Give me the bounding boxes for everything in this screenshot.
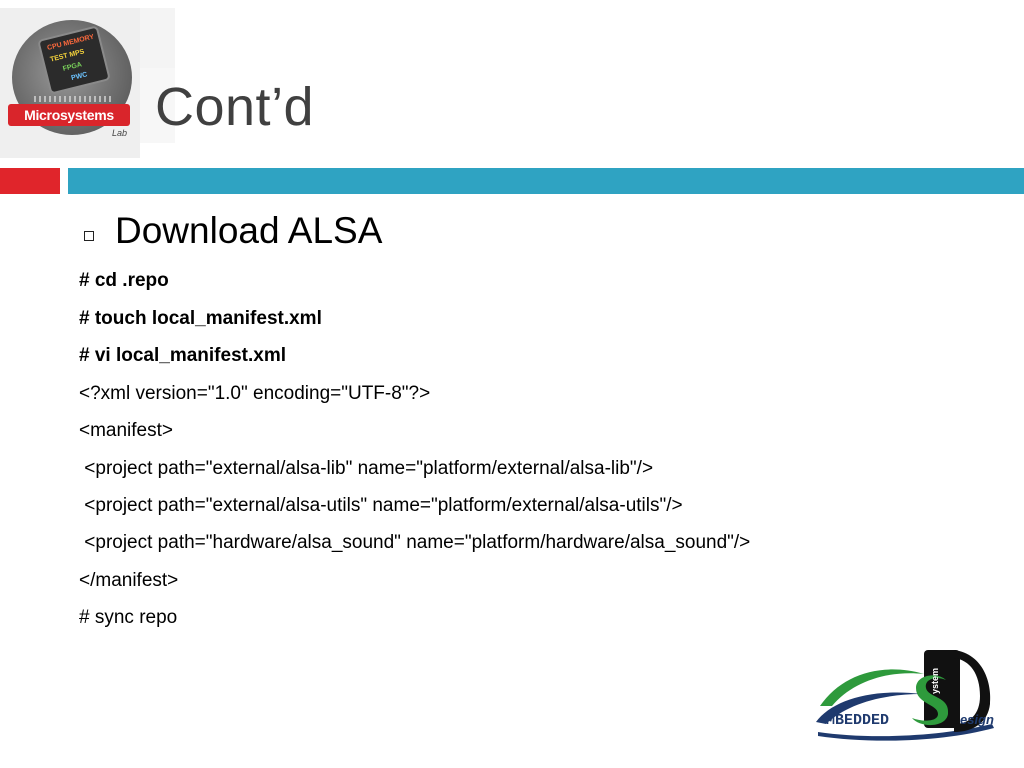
- logo-system-text: ystem: [930, 667, 940, 694]
- chip-label: FPGA: [62, 61, 83, 73]
- xml-line: <project path="external/alsa-utils" name="platform/external/alsa-utils"/>: [79, 495, 683, 516]
- logo-swoosh-green: [820, 669, 924, 706]
- header-bar-blue: [68, 168, 1024, 194]
- chip-label: PWC: [70, 71, 89, 83]
- logo-lab-text: Lab: [112, 128, 128, 138]
- command-line: # cd .repo: [79, 270, 169, 291]
- logo-banner-text: Microsystems: [8, 104, 130, 126]
- logo-design-text: esign: [960, 712, 994, 727]
- logo-background-upper-right: [140, 8, 175, 68]
- xml-line: <?xml version="1.0" encoding="UTF-8"?>: [79, 383, 431, 404]
- command-line: # touch local_manifest.xml: [79, 308, 322, 329]
- xml-line: <project path="external/alsa-lib" name="platform/external/alsa-lib"/>: [79, 458, 654, 479]
- embedded-system-design-logo: [812, 644, 1012, 744]
- square-bullet-icon: [84, 231, 94, 241]
- xml-line: <project path="hardware/alsa_sound" name="platform/hardware/alsa_sound"/>: [79, 532, 751, 553]
- chip-label: CPU MEMORY: [46, 33, 95, 52]
- microsystems-lab-logo: [0, 8, 175, 158]
- logo-circuit-trace: [34, 96, 114, 102]
- header-bar-red: [0, 168, 60, 194]
- command-line: # sync repo: [79, 607, 178, 628]
- logo-embedded-text: MBEDDED: [826, 712, 890, 729]
- xml-line: <manifest>: [79, 420, 173, 441]
- slide-title: Cont’d: [155, 77, 315, 137]
- command-line: # vi local_manifest.xml: [79, 345, 286, 366]
- xml-line: </manifest>: [79, 570, 179, 591]
- bullet-text: Download ALSA: [115, 210, 383, 251]
- chip-label: TEST MPS: [49, 48, 86, 64]
